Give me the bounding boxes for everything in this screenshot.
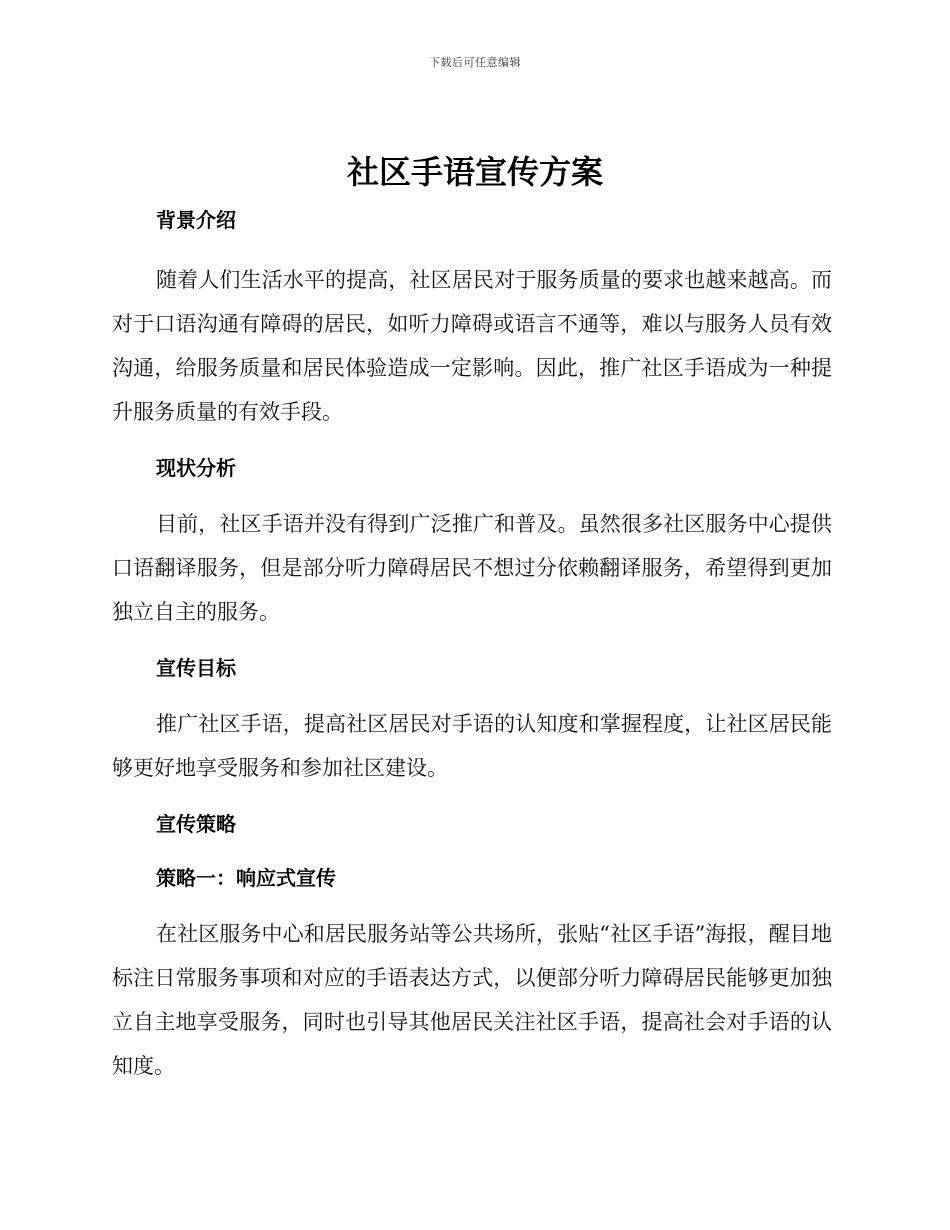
section-heading-status: 现状分析: [156, 456, 236, 480]
section-heading-goal: 宣传目标: [156, 656, 236, 680]
paragraph-strategy-1: 在社区服务中心和居民服务站等公共场所，张贴“社区手语”海报，醒目地标注日常服务事项和对应的手语表达方式，以便部分听力障碍居民能够更加独立自主地享受服务，同时也引导其他居民关注社区手语，提高社会对手语的认知度。: [112, 922, 832, 1078]
document-body: [112, 200, 832, 1088]
paragraph-status: 目前，社区手语并没有得到广泛推广和普及。虽然很多社区服务中心提供口语翻译服务，但是部分听力障碍居民不想过分依赖翻译服务，希望得到更加独立自主的服务。: [112, 512, 832, 624]
subsection-heading-strategy-1: 策略一：响应式宣传: [156, 866, 336, 890]
section-heading-background: 背景介绍: [156, 208, 236, 232]
paragraph-goal: 推广社区手语，提高社区居民对手语的认知度和掌握程度，让社区居民能够更好地享受服务和参加社区建设。: [112, 712, 832, 780]
document-title: 社区手语宣传方案: [346, 153, 603, 191]
page-header-note: 下载后可任意编辑: [429, 56, 521, 69]
paragraph-background: 随着人们生活水平的提高，社区居民对于服务质量的要求也越来越高。而对于口语沟通有障碍的居民，如听力障碍或语言不通等，难以与服务人员有效沟通，给服务质量和居民体验造成一定影响。因此，推广社区手语成为一种提升服务质量的有效手段。: [112, 268, 832, 424]
section-heading-strategy: 宣传策略: [156, 812, 236, 836]
